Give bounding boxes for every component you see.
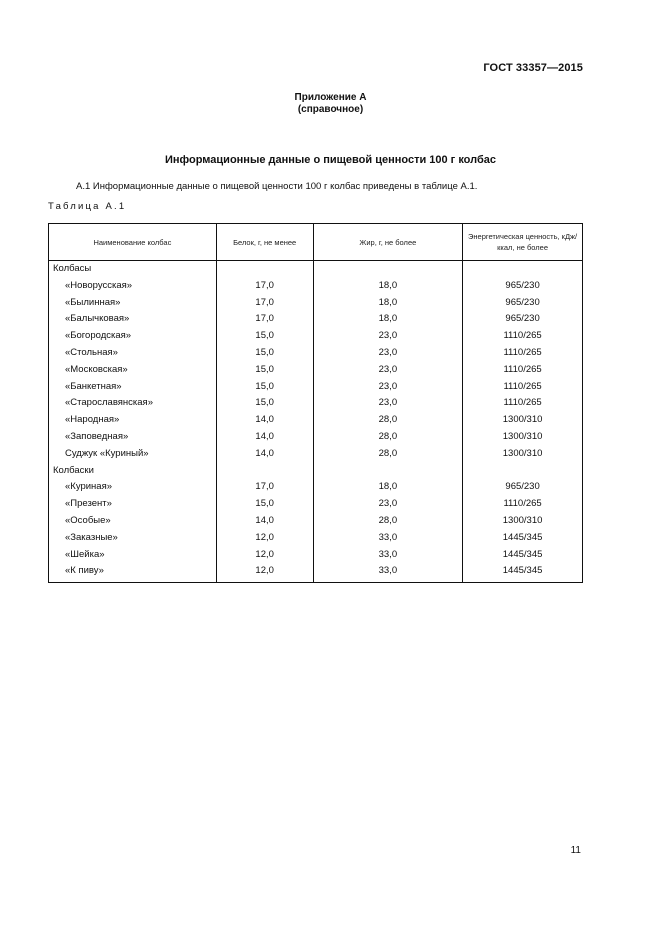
energy-value: 1110/265 — [463, 496, 583, 513]
protein-value: 15,0 — [216, 362, 313, 379]
table-row — [49, 547, 583, 564]
table-row — [49, 379, 583, 396]
energy-value: 1110/265 — [463, 395, 583, 412]
table-row — [49, 345, 583, 362]
table-row — [49, 278, 583, 295]
fat-value: 28,0 — [313, 412, 463, 429]
page-number: 11 — [570, 845, 581, 856]
energy-value: 1445/345 — [463, 530, 583, 547]
fat-value: 23,0 — [313, 379, 463, 396]
fat-value: 18,0 — [313, 278, 463, 295]
protein-value: 14,0 — [216, 412, 313, 429]
table-row — [49, 513, 583, 530]
header-name: Наименование колбас — [49, 224, 217, 261]
product-name: «Банкетная» — [49, 379, 217, 396]
table-row — [49, 496, 583, 513]
table-row — [49, 446, 583, 463]
fat-value: 28,0 — [313, 429, 463, 446]
empty-cell — [313, 463, 463, 480]
table-header-row — [49, 224, 583, 261]
fat-value: 33,0 — [313, 547, 463, 564]
product-name: «Московская» — [49, 362, 217, 379]
product-name: «Презент» — [49, 496, 217, 513]
protein-value: 12,0 — [216, 563, 313, 582]
product-name: «Старославянская» — [49, 395, 217, 412]
protein-value: 15,0 — [216, 496, 313, 513]
fat-value: 23,0 — [313, 328, 463, 345]
protein-value: 15,0 — [216, 379, 313, 396]
energy-value: 1110/265 — [463, 379, 583, 396]
fat-value: 18,0 — [313, 311, 463, 328]
document-code: ГОСТ 33357—2015 — [483, 62, 583, 74]
empty-cell — [463, 261, 583, 278]
fat-value: 33,0 — [313, 563, 463, 582]
group-name: Колбаски — [49, 463, 217, 480]
table-row — [49, 328, 583, 345]
fat-value: 23,0 — [313, 362, 463, 379]
energy-value: 1445/345 — [463, 563, 583, 582]
table-row — [49, 295, 583, 312]
energy-value: 965/230 — [463, 311, 583, 328]
energy-value: 1110/265 — [463, 345, 583, 362]
product-name: «Заповедная» — [49, 429, 217, 446]
product-name: Суджук «Куриный» — [49, 446, 217, 463]
product-name: «Стольная» — [49, 345, 217, 362]
table-row — [49, 429, 583, 446]
empty-cell — [216, 463, 313, 480]
product-name: «Заказные» — [49, 530, 217, 547]
table-row — [49, 311, 583, 328]
product-name: «Балычковая» — [49, 311, 217, 328]
table-row — [49, 362, 583, 379]
energy-value: 1110/265 — [463, 328, 583, 345]
product-name: «Народная» — [49, 412, 217, 429]
protein-value: 14,0 — [216, 429, 313, 446]
table-row — [49, 530, 583, 547]
energy-value: 1110/265 — [463, 362, 583, 379]
header-protein: Белок, г, не менее — [216, 224, 313, 261]
appendix-subtitle: (справочное) — [297, 104, 364, 115]
table-group-row — [49, 463, 583, 480]
protein-value: 17,0 — [216, 278, 313, 295]
protein-value: 12,0 — [216, 530, 313, 547]
product-name: «Шейка» — [49, 547, 217, 564]
header-energy: Энергетическая ценность, кДж/ккал, не более — [463, 224, 583, 261]
appendix-title: Приложение А — [294, 92, 367, 103]
table-body — [49, 261, 583, 583]
fat-value: 28,0 — [313, 513, 463, 530]
energy-value: 1300/310 — [463, 446, 583, 463]
table-row — [49, 395, 583, 412]
product-name: «Особые» — [49, 513, 217, 530]
fat-value: 28,0 — [313, 446, 463, 463]
product-name: «Новорусская» — [49, 278, 217, 295]
protein-value: 14,0 — [216, 446, 313, 463]
protein-value: 17,0 — [216, 479, 313, 496]
product-name: «Куриная» — [49, 479, 217, 496]
energy-value: 965/230 — [463, 295, 583, 312]
empty-cell — [216, 261, 313, 278]
table-row — [49, 479, 583, 496]
fat-value: 33,0 — [313, 530, 463, 547]
fat-value: 23,0 — [313, 345, 463, 362]
protein-value: 15,0 — [216, 345, 313, 362]
protein-value: 12,0 — [216, 547, 313, 564]
fat-value: 18,0 — [313, 295, 463, 312]
energy-value: 1300/310 — [463, 429, 583, 446]
energy-value: 1300/310 — [463, 513, 583, 530]
empty-cell — [313, 261, 463, 278]
table-label: Таблица А.1 — [48, 201, 127, 212]
protein-value: 15,0 — [216, 395, 313, 412]
product-name: «Богородская» — [49, 328, 217, 345]
protein-value: 17,0 — [216, 311, 313, 328]
protein-value: 17,0 — [216, 295, 313, 312]
protein-value: 14,0 — [216, 513, 313, 530]
table-row — [49, 563, 583, 582]
group-name: Колбасы — [49, 261, 217, 278]
header-fat: Жир, г, не более — [313, 224, 463, 261]
section-title: Информационные данные о пищевой ценности 100 г колбас — [164, 154, 496, 166]
appendix-heading — [0, 92, 661, 116]
protein-value: 15,0 — [216, 328, 313, 345]
energy-value: 965/230 — [463, 479, 583, 496]
empty-cell — [463, 463, 583, 480]
energy-value: 1300/310 — [463, 412, 583, 429]
product-name: «К пиву» — [49, 563, 217, 582]
table-group-row — [49, 261, 583, 278]
energy-value: 965/230 — [463, 278, 583, 295]
product-name: «Былинная» — [49, 295, 217, 312]
fat-value: 23,0 — [313, 496, 463, 513]
table-row — [49, 412, 583, 429]
nutrition-table — [48, 223, 583, 583]
fat-value: 18,0 — [313, 479, 463, 496]
fat-value: 23,0 — [313, 395, 463, 412]
intro-paragraph: А.1 Информационные данные о пищевой ценности 100 г колбас приведены в таблице А.1. — [76, 181, 478, 192]
energy-value: 1445/345 — [463, 547, 583, 564]
